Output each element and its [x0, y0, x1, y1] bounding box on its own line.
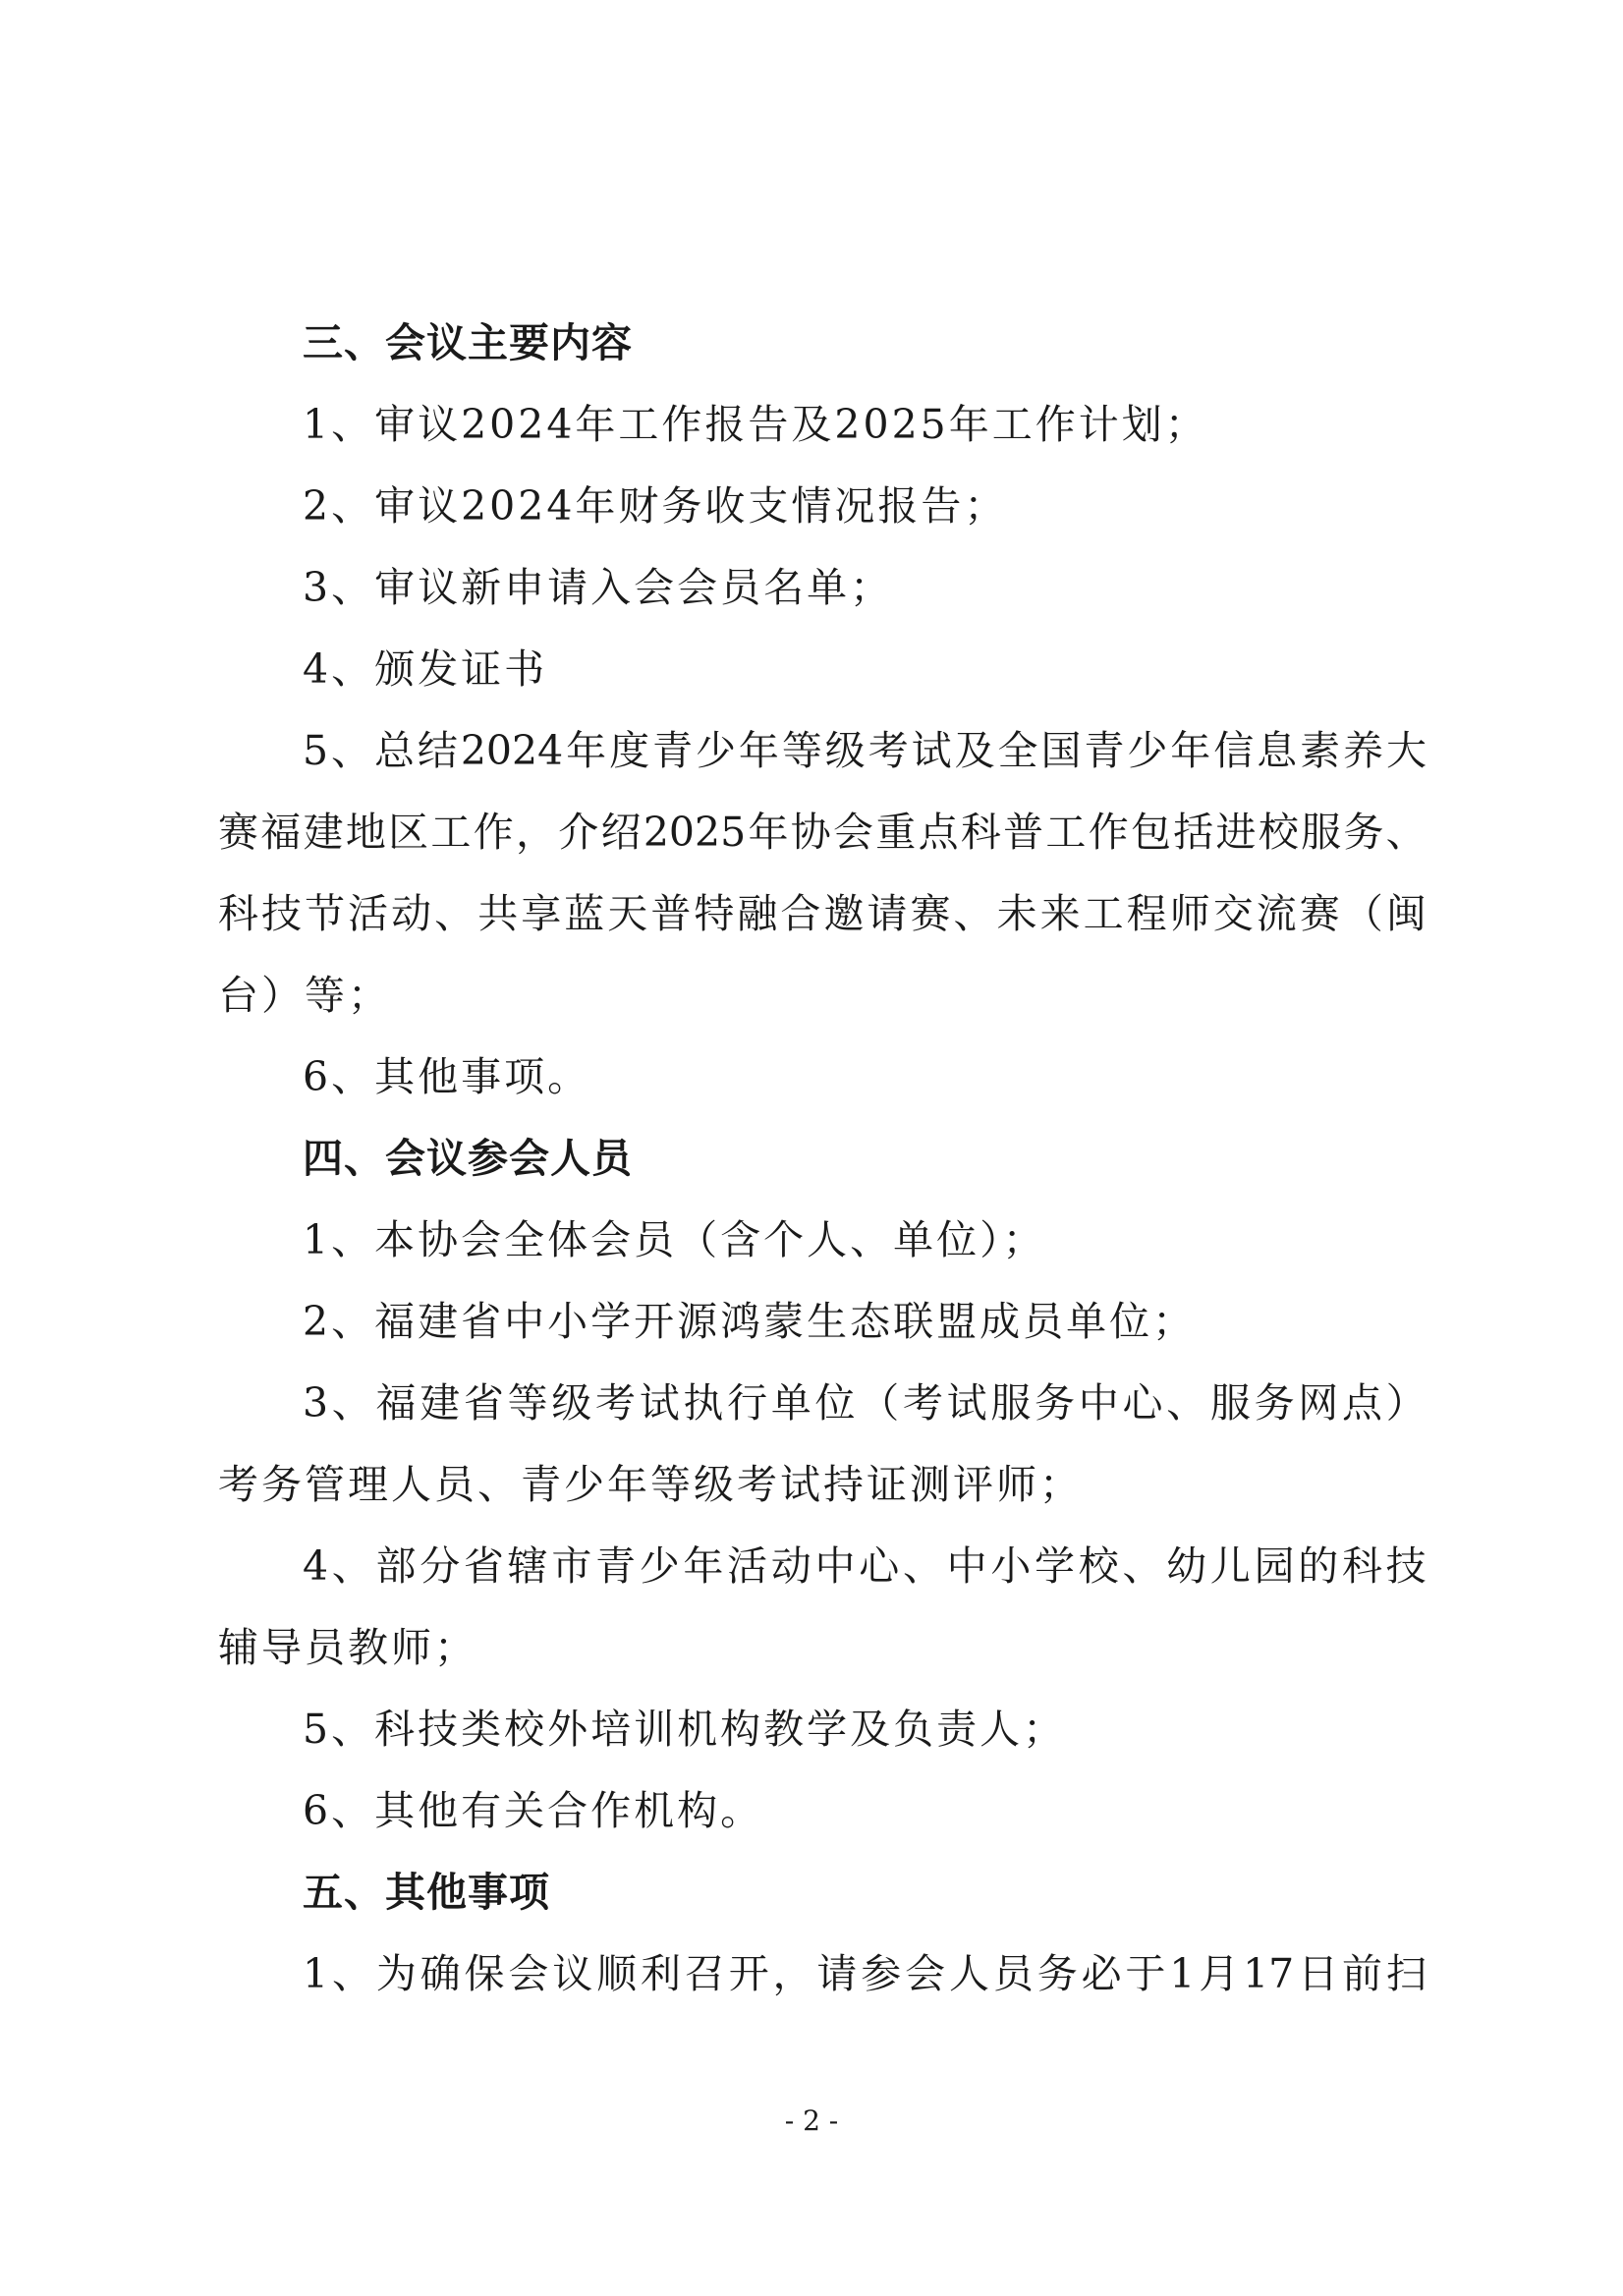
paragraph-line: 2、审议2024年财务收支情况报告； — [303, 482, 1008, 530]
text-glyph: 点 — [1341, 1379, 1382, 1427]
paragraph-line: 5、科技类校外培训机构教学及负责人； — [303, 1706, 1067, 1753]
text-glyph: 单 — [770, 1379, 812, 1427]
text-glyph: 程 — [1126, 890, 1167, 937]
text-glyph: 校 — [1078, 1542, 1119, 1590]
text-glyph: 中 — [1078, 1379, 1119, 1427]
text-glyph: 日 — [1298, 1950, 1339, 1997]
text-glyph: 1 — [303, 1950, 329, 1997]
text-glyph: 建 — [420, 1379, 461, 1427]
text-glyph: 技 — [261, 890, 303, 937]
text-glyph: 利 — [640, 1950, 681, 1997]
text-glyph: 级 — [824, 727, 866, 774]
text-glyph: 普 — [1003, 809, 1044, 856]
text-glyph: 青 — [1084, 727, 1125, 774]
text-glyph: 人 — [948, 1950, 989, 1997]
text-glyph: 心 — [1122, 1379, 1163, 1427]
text-glyph: 享 — [521, 890, 562, 937]
text-glyph: 扫 — [1385, 1950, 1427, 1997]
text-glyph: 小 — [990, 1542, 1032, 1590]
text-glyph: 议 — [552, 1950, 593, 1997]
text-glyph: 确 — [420, 1950, 461, 1997]
paragraph-line — [218, 792, 1427, 873]
text-glyph: 、 — [331, 727, 372, 774]
text-glyph: 学 — [1035, 1542, 1076, 1590]
text-glyph: 考 — [595, 1379, 637, 1427]
text-glyph: 保 — [464, 1950, 505, 1997]
text-glyph: 动 — [391, 890, 432, 937]
text-glyph: 中 — [946, 1542, 987, 1590]
text-glyph: 会 — [833, 809, 873, 856]
text-glyph: 信 — [1213, 727, 1255, 774]
text-glyph: 动 — [770, 1542, 812, 1590]
text-glyph: 执 — [683, 1379, 724, 1427]
text-glyph: 服 — [990, 1379, 1032, 1427]
text-glyph: 普 — [650, 890, 692, 937]
text-glyph: 级 — [551, 1379, 592, 1427]
text-glyph: 校 — [1258, 809, 1299, 856]
document-body — [218, 303, 1427, 2015]
paragraph-line: 6、其他有关合作机构。 — [303, 1787, 764, 1834]
text-glyph: 包 — [1130, 809, 1171, 856]
text-glyph: 2024 — [460, 727, 564, 774]
text-glyph: 分 — [420, 1542, 461, 1590]
text-glyph: 儿 — [1209, 1542, 1251, 1590]
paragraph-line — [218, 1933, 1427, 2015]
text-glyph: 大 — [1385, 727, 1427, 774]
text-glyph: 及 — [954, 727, 995, 774]
text-glyph: 科 — [218, 890, 258, 937]
text-glyph: 合 — [780, 890, 821, 937]
text-glyph: 于 — [1125, 1950, 1166, 1997]
text-glyph: 的 — [1298, 1542, 1339, 1590]
text-glyph: 邀 — [823, 890, 865, 937]
text-glyph: 作 — [473, 809, 514, 856]
text-glyph: 年 — [1170, 727, 1211, 774]
text-glyph: 务 — [1036, 1950, 1078, 1997]
text-glyph: 少 — [1127, 727, 1168, 774]
text-glyph: 介 — [558, 809, 599, 856]
paragraph-line: 4、颁发证书 — [303, 645, 548, 693]
text-glyph: 服 — [1301, 809, 1342, 856]
section-heading-3: 三、会议主要内容 — [303, 319, 633, 366]
text-glyph: 、 — [1122, 1542, 1163, 1590]
text-glyph: 总 — [373, 727, 415, 774]
text-glyph: 技 — [1385, 1542, 1427, 1590]
paragraph-line: 台）等； — [218, 972, 391, 1019]
text-glyph: 省 — [463, 1542, 504, 1590]
paragraph-line — [218, 1363, 1427, 1444]
text-glyph: 流 — [1256, 890, 1297, 937]
text-glyph: 试 — [946, 1379, 987, 1427]
text-glyph: 绍 — [600, 809, 642, 856]
text-glyph: 、 — [1166, 1379, 1207, 1427]
text-glyph: 、 — [434, 890, 476, 937]
text-glyph: 赛 — [910, 890, 951, 937]
text-glyph: 赛 — [1299, 890, 1340, 937]
text-glyph: 服 — [1209, 1379, 1251, 1427]
text-glyph: 息 — [1257, 727, 1298, 774]
text-glyph: 务 — [1343, 809, 1384, 856]
text-glyph: 少 — [695, 727, 736, 774]
text-glyph: 全 — [997, 727, 1038, 774]
text-glyph: 2025 — [643, 809, 747, 856]
text-glyph: 科 — [960, 809, 1001, 856]
text-glyph: 网 — [1298, 1379, 1339, 1427]
text-glyph: 括 — [1173, 809, 1214, 856]
text-glyph: 请 — [867, 890, 908, 937]
text-glyph: 请 — [816, 1950, 858, 1997]
text-glyph: 重 — [875, 809, 917, 856]
text-glyph: 、 — [1385, 809, 1427, 856]
text-glyph: 心 — [859, 1542, 900, 1590]
text-glyph: 协 — [790, 809, 831, 856]
text-glyph: 行 — [727, 1379, 768, 1427]
section-heading-4: 四、会议参会人员 — [303, 1135, 633, 1182]
text-glyph: 蓝 — [564, 890, 605, 937]
text-glyph: 、 — [331, 1379, 372, 1427]
paragraph-line: 2、福建省中小学开源鸿蒙生态联盟成员单位； — [303, 1298, 1197, 1345]
text-glyph: 年 — [566, 727, 607, 774]
text-glyph: 参 — [861, 1950, 902, 1997]
text-glyph: 少 — [639, 1542, 680, 1590]
text-glyph: 、 — [331, 1542, 372, 1590]
text-glyph: 为 — [375, 1950, 417, 1997]
text-glyph: （ — [859, 1379, 900, 1427]
text-glyph: 特 — [694, 890, 735, 937]
text-glyph: 试 — [911, 727, 952, 774]
text-glyph: 建 — [303, 809, 344, 856]
text-glyph: 、 — [331, 1950, 372, 1997]
text-glyph: 月 — [1199, 1950, 1240, 1997]
text-glyph: 3 — [303, 1379, 329, 1427]
text-glyph: 等 — [507, 1379, 548, 1427]
text-glyph: 开 — [728, 1950, 769, 1997]
paragraph-line — [218, 710, 1427, 792]
text-glyph: 员 — [992, 1950, 1034, 1997]
paragraph-line: 6、其他事项。 — [303, 1053, 591, 1100]
text-glyph: 区 — [388, 809, 429, 856]
text-glyph: 活 — [727, 1542, 768, 1590]
text-glyph: 中 — [814, 1542, 856, 1590]
text-glyph: 会 — [508, 1950, 549, 1997]
text-glyph: 市 — [551, 1542, 592, 1590]
paragraph-line: 辅导员教师； — [218, 1624, 477, 1671]
text-glyph: 未 — [996, 890, 1037, 937]
text-glyph: 部 — [375, 1542, 417, 1590]
text-glyph: ， — [772, 1950, 813, 1997]
text-glyph: 国 — [1040, 727, 1082, 774]
text-glyph: 工 — [1083, 890, 1124, 937]
text-glyph: 会 — [905, 1950, 946, 1997]
text-glyph: 科 — [1341, 1542, 1382, 1590]
text-glyph: 年 — [748, 809, 789, 856]
text-glyph: 结 — [417, 727, 458, 774]
text-glyph: 务 — [1254, 1379, 1295, 1427]
page-number: - 2 - — [784, 2104, 839, 2137]
text-glyph: 试 — [639, 1379, 680, 1427]
text-glyph: 交 — [1212, 890, 1254, 937]
text-glyph: 福 — [260, 809, 302, 856]
text-glyph: 节 — [305, 890, 346, 937]
paragraph-line — [218, 873, 1427, 955]
text-glyph: 、 — [902, 1542, 943, 1590]
text-glyph: 务 — [1035, 1379, 1076, 1427]
text-glyph: 考 — [902, 1379, 943, 1427]
text-glyph: 素 — [1300, 727, 1341, 774]
paragraph-line: 1、本协会全体会员（含个人、单位）； — [303, 1216, 1046, 1263]
text-glyph: 前 — [1341, 1950, 1382, 1997]
text-glyph: 考 — [867, 727, 909, 774]
text-glyph: 青 — [652, 727, 693, 774]
text-glyph: ， — [515, 809, 556, 856]
text-glyph: 共 — [477, 890, 519, 937]
paragraph-line: 考务管理人员、青少年等级考试持证测评师； — [218, 1461, 1083, 1508]
text-glyph: 融 — [737, 890, 778, 937]
text-glyph: 1 — [1169, 1950, 1196, 1997]
paragraph-line: 1、审议2024年工作报告及2025年工作计划； — [303, 401, 1208, 448]
text-glyph: 召 — [684, 1950, 725, 1997]
text-glyph: 活 — [348, 890, 389, 937]
text-glyph: 作 — [1088, 809, 1129, 856]
text-glyph: （ — [1342, 890, 1383, 937]
text-glyph: 进 — [1215, 809, 1257, 856]
text-glyph: 顺 — [596, 1950, 638, 1997]
text-glyph: 位 — [814, 1379, 856, 1427]
text-glyph: 5 — [303, 727, 329, 774]
text-glyph: 赛 — [218, 809, 258, 856]
text-glyph: 地 — [345, 809, 386, 856]
text-glyph: 养 — [1343, 727, 1383, 774]
text-glyph: 年 — [738, 727, 779, 774]
text-glyph: 天 — [607, 890, 648, 937]
text-glyph: ） — [1385, 1379, 1427, 1427]
text-glyph: 、 — [953, 890, 994, 937]
section-heading-5: 五、其他事项 — [303, 1869, 550, 1916]
text-glyph: 青 — [595, 1542, 637, 1590]
text-glyph: 辖 — [507, 1542, 548, 1590]
text-glyph: 等 — [781, 727, 822, 774]
paragraph-line: 3、审议新申请入会会员名单； — [303, 564, 894, 611]
text-glyph: 工 — [1045, 809, 1087, 856]
text-glyph: 省 — [463, 1379, 504, 1427]
text-glyph: 来 — [1039, 890, 1081, 937]
text-glyph: 度 — [609, 727, 650, 774]
text-glyph: 工 — [430, 809, 472, 856]
text-glyph: 4 — [303, 1542, 329, 1590]
text-glyph: 必 — [1081, 1950, 1122, 1997]
text-glyph: 闽 — [1385, 890, 1427, 937]
text-glyph: 师 — [1169, 890, 1210, 937]
text-glyph: 17 — [1243, 1950, 1295, 1997]
paragraph-line — [218, 1526, 1427, 1607]
text-glyph: 园 — [1254, 1542, 1295, 1590]
text-glyph: 年 — [683, 1542, 724, 1590]
text-glyph: 点 — [918, 809, 959, 856]
text-glyph: 福 — [375, 1379, 417, 1427]
text-glyph: 幼 — [1166, 1542, 1207, 1590]
